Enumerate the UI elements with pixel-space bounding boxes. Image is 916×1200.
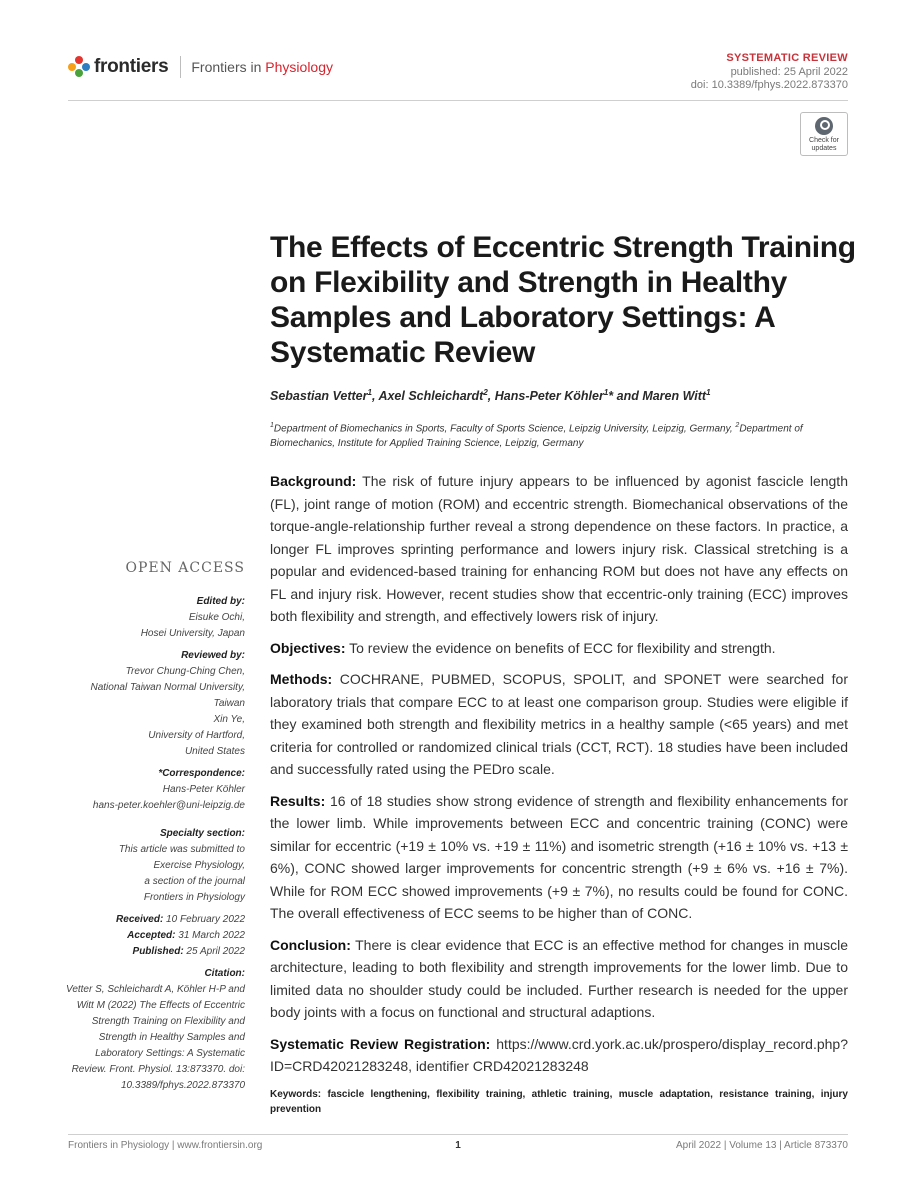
abstract-conclusion: Conclusion: There is clear evidence that ECC is an effective method for changes in muscle architecture, leading to both flexibility and strength improvements for the lower limb. Due to limited data no shoulder study could be included. Further research is needed for the upper body joints with a focus on functional and structural adaptions. [270,936,848,1020]
author[interactable]: Axel Schleichardt$^2$ [378,388,488,404]
abstract-background: Background: The risk of future injury appears to be influenced by agonist fascicle length (FL), joint range of motion (ROM) and eccentric strength. Biomechanical observations of the torque-angle-relationship further reveal a strong dependence on these factors. In practice, a longer FL improves sprinting performance and lowers injury risk. Classical stretching is a popular and evidenced-based training for enhancing ROM but does not have any effects on FL and injury risk. However, recent studies show that eccentric-only training (ECC) improves both flexibility and strength, and effectively lowers risk of injury. [270,473,848,624]
footer-journal: Frontiers in Physiology | www.frontiersin.org [68,1140,263,1151]
sidebar [60,560,245,1100]
specialty-section: Specialty section: This article was submitted to Exercise Physiology, a section of the journal Frontiers in Physiology [118,828,245,903]
abstract-methods: Methods: COCHRANE, PUBMED, SCOPUS, SPOLIT, and SPONET were searched for laboratory trials that compare ECC to at least one comparison group. Studies were eligible if they examined both strength and flexibility metrics in a healthy sample (<65 years) and met criteria for controlled or randomized clinical trials (CCT, RCT). 18 studies have been included and successfully rated using the PEDro scale. [270,671,848,777]
open-access-label: OPEN ACCESS [125,560,245,576]
check-updates-label-2: updates [811,145,837,152]
article-type: SYSTEMATIC REVIEW [726,52,848,64]
logo-text: frontiers [94,56,169,77]
footer-issue: April 2022 | Volume 13 | Article 873370 [676,1140,848,1151]
author[interactable]: Sebastian Vetter$^1$ [270,388,372,404]
doi: doi: 10.3389/fphys.2022.873370 [690,79,848,91]
header-divider [68,100,848,101]
abstract-registration: Systematic Review Registration: https://www.crd.york.ac.uk/prospero/display_record.php?ID=CRD42021283248, identifier CRD42021283248 [270,1035,848,1074]
dates: Received: 10 February 2022 Accepted: 31 March 2022 Published: 25 April 2022 [116,914,245,957]
author[interactable]: Maren Witt$^1$ [642,388,711,404]
journal-name: Frontiers in Physiology [191,59,333,75]
frontiers-logo [68,56,333,78]
affiliations: $^1$Department of Biomechanics in Sports, Faculty of Sports Science, Leipzig University, Leipzig, Germany, $^2$Department of Biomechanics, Institute for Applied Training Science, Leipzig, Germany [270,422,803,450]
edited-by: Edited by: Eisuke Ochi, Hosei University, Japan [140,596,245,639]
footer-divider [68,1134,848,1135]
abstract [270,470,848,1126]
check-updates-icon [815,117,833,135]
page-header [68,52,848,102]
citation: Citation: Vetter S, Schleichardt A, Köhler H-P and Witt M (2022) The Effects of Eccentric Strength Training on Flexibility and Strength in Healthy Samples and Laboratory Settings: A Systematic Review. Front. Physiol. 13:873370. doi: 10.3389/fphys.2022.873370 [66,968,245,1091]
correspondence: *Correspondence: Hans-Peter Köhler hans-peter.koehler@uni-leipzig.de [60,766,245,814]
published-date: published: 25 April 2022 [730,65,848,78]
page-number: 1 [455,1140,461,1151]
author[interactable]: Hans-Peter Köhler$^1$* [494,388,614,404]
reviewed-by: Reviewed by: Trevor Chung-Ching Chen, National Taiwan Normal University, Taiwan Xin Ye, University of Hartford, United States [90,650,245,757]
logo-divider [180,56,181,78]
registration-link[interactable]: https://www.crd.york.ac.uk/prospero/display_record.php?ID=CRD42021283248, identifier CRD42021283248 [270,1035,848,1074]
article-title: The Effects of Eccentric Strength Training on Flexibility and Strength in Healthy Samples and Laboratory Settings: A Systematic Review [270,231,856,369]
keywords: Keywords: fascicle lengthening, flexibility training, athletic training, muscle adaptation, resistance training, injury prevention [270,1088,848,1115]
check-for-updates-button[interactable] [800,112,848,156]
frontiers-logo-icon [68,56,90,78]
abstract-objectives: Objectives: To review the evidence on benefits of ECC for flexibility and strength. [270,639,776,656]
correspondence-email[interactable]: hans-peter.koehler@uni-leipzig.de [92,800,245,811]
author-list: Sebastian Vetter$^1$, Axel Schleichardt$^2$, Hans-Peter Köhler$^1$* and Maren Witt$^1$ [270,388,711,404]
abstract-results: Results: 16 of 18 studies show strong evidence of strength and flexibility enhancements for the lower limb. While improvements between ECC and concentric training (CONC) were similar for eccentric (+19 ± 10% vs. +19 ± 11%) and isometric strength (+16 ± 10% vs. +13 ± 6%), CONC showed larger improvements for concentric strength (+9 ± 6% vs. +16 ± 7%). While for ROM ECC showed improvements (+9 ± 7%), no results could be found for CONC. The overall effectiveness of ECC seems to be higher than of CONC. [270,792,848,921]
check-updates-label-1: Check for [809,137,839,144]
article-meta [691,52,848,93]
